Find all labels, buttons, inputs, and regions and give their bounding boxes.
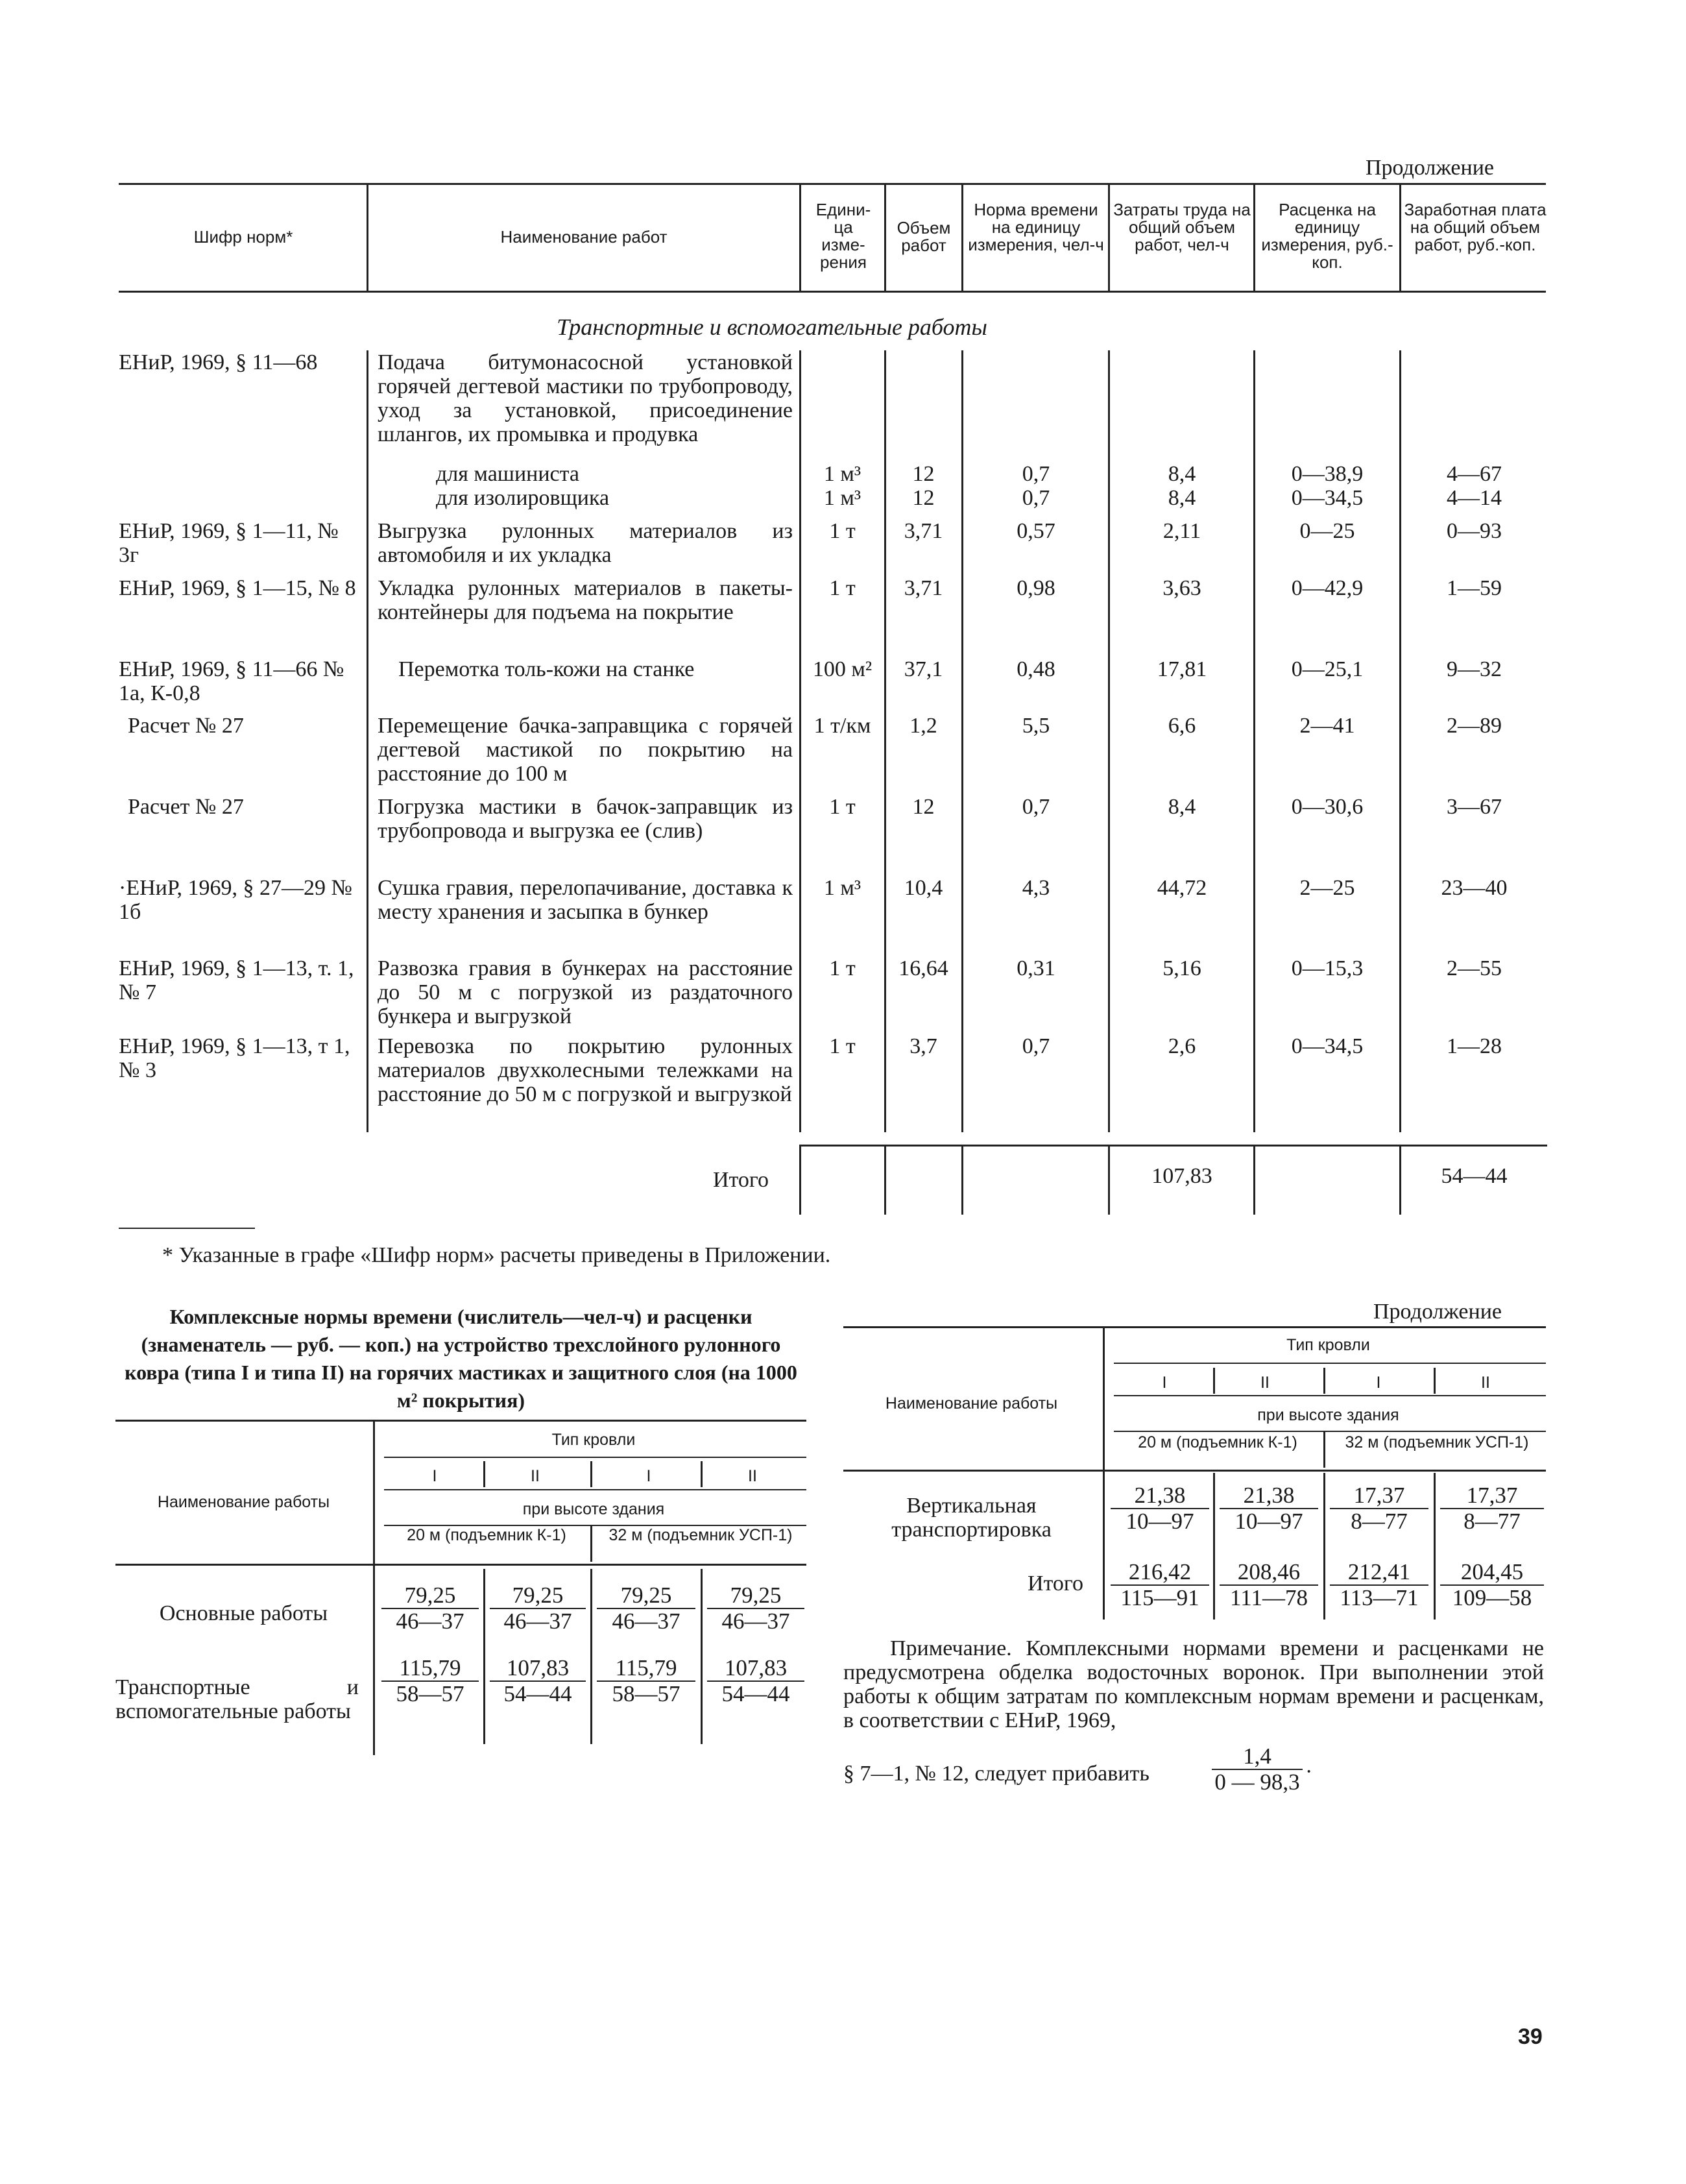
row-norm: 4,3 (1022, 876, 1050, 900)
row-norm: 0,98 (1017, 576, 1055, 600)
col-divider (1323, 1473, 1325, 1620)
denominator: 111—78 (1220, 1584, 1318, 1610)
left-cell (381, 1656, 479, 1706)
denominator: 58—57 (597, 1680, 695, 1706)
row-name: для машиниста (436, 462, 579, 486)
header-unit: Едини-ца изме-рения (815, 200, 871, 272)
left-head-roof: Тип кровли (551, 1431, 636, 1449)
right-head-height: при высоте здания (1257, 1406, 1399, 1424)
left-row-name: Основные работы (159, 1601, 328, 1625)
total-label: Итого (712, 1168, 769, 1192)
left-cell (490, 1583, 586, 1634)
col-divider (1103, 1328, 1105, 1620)
row-labor: 2,11 (1162, 519, 1201, 543)
row-norm: 0,7 (1022, 1034, 1050, 1058)
right-type: II (1260, 1374, 1270, 1392)
numerator: 79,25 (512, 1583, 564, 1608)
row-code: ЕНиР, 1969, § 1—13, т. 1, № 7 (119, 956, 354, 1004)
numerator: 107,83 (724, 1655, 788, 1680)
rule (384, 1457, 806, 1458)
right-cell (1440, 1560, 1544, 1610)
row-norm: 5,5 (1022, 714, 1050, 738)
rule (384, 1489, 806, 1490)
row-wage: 23—40 (1441, 876, 1508, 900)
right-cell (1440, 1483, 1544, 1534)
footnote: * Указанные в графе «Шифр норм» расчеты приведены в Приложении. (162, 1243, 831, 1267)
left-head-height: при высоте здания (522, 1500, 665, 1518)
left-height-1: 20 м (подъемник К-1) (407, 1526, 566, 1544)
col-divider (1399, 185, 1401, 291)
right-cell (1111, 1560, 1209, 1610)
row-unit: 1 т (829, 1034, 856, 1058)
page-number: 39 (1518, 2024, 1543, 2049)
total-wage: 54—44 (1441, 1164, 1508, 1188)
col-divider (590, 1461, 592, 1487)
right-type: I (1162, 1374, 1167, 1392)
row-volume: 10,4 (904, 876, 943, 900)
right-cell (1330, 1483, 1428, 1534)
row-rate: 0—34,5 (1291, 486, 1364, 510)
rule (1114, 1431, 1546, 1432)
denominator: 115—91 (1111, 1584, 1209, 1610)
right-height-2: 32 м (подъемник УСП-1) (1345, 1433, 1529, 1451)
row-wage: 0—93 (1447, 519, 1502, 543)
numerator: 208,46 (1237, 1559, 1301, 1584)
left-header-rule (115, 1564, 806, 1566)
total-labor: 107,83 (1151, 1164, 1212, 1188)
numerator: 212,41 (1347, 1559, 1411, 1584)
row-volume: 12 (912, 486, 935, 510)
row-labor: 44,72 (1157, 876, 1207, 900)
numerator: 17,37 (1466, 1483, 1518, 1508)
col-divider (1253, 185, 1255, 291)
col-divider (701, 1461, 703, 1487)
row-volume: 12 (912, 462, 935, 486)
col-divider (590, 1526, 592, 1562)
row-volume: 3,71 (904, 576, 943, 600)
col-divider (884, 1145, 886, 1215)
numerator: 216,42 (1128, 1559, 1192, 1584)
col-divider (590, 1569, 592, 1744)
left-type: I (432, 1467, 437, 1485)
row-norm: 0,7 (1022, 795, 1050, 819)
row-wage: 1—28 (1447, 1034, 1502, 1058)
row-labor: 2,6 (1168, 1034, 1196, 1058)
right-cell (1220, 1483, 1318, 1534)
denominator: 58—57 (381, 1680, 479, 1706)
left-type: II (748, 1467, 757, 1485)
row-name: Перемотка толь-кожи на станке (398, 657, 695, 681)
note-end: § 7—1, № 12, следует прибавить (843, 1762, 1150, 1786)
denominator: 10—97 (1111, 1508, 1209, 1534)
denominator: 10—97 (1220, 1508, 1318, 1534)
denominator: 8—77 (1330, 1508, 1428, 1534)
row-wage: 2—55 (1447, 956, 1502, 980)
row-rate: 0—25,1 (1291, 657, 1364, 681)
left-head-name: Наименование работы (157, 1493, 330, 1511)
right-head-name: Наименование работы (885, 1394, 1058, 1413)
col-divider (961, 1145, 963, 1215)
col-divider (1253, 350, 1255, 1132)
header-name: Наименование работ (500, 227, 668, 247)
row-rate: 0—34,5 (1291, 1034, 1364, 1058)
row-norm: 0,7 (1022, 486, 1050, 510)
col-divider (961, 185, 963, 291)
row-unit: 100 м² (812, 657, 873, 681)
numerator: 79,25 (404, 1583, 456, 1608)
row-wage: 4—67 (1447, 462, 1502, 486)
right-header-rule (843, 1470, 1546, 1472)
row-labor: 8,4 (1168, 462, 1196, 486)
left-cell (490, 1656, 586, 1706)
numerator: 79,25 (730, 1583, 782, 1608)
col-divider (1108, 350, 1110, 1132)
col-divider (799, 1145, 801, 1215)
row-wage: 1—59 (1447, 576, 1502, 600)
row-code: ЕНиР, 1969, § 11—68 (119, 350, 318, 374)
denominator: 46—37 (597, 1608, 695, 1634)
col-divider (483, 1461, 485, 1487)
row-volume: 37,1 (904, 657, 943, 681)
footnote-rule (119, 1228, 255, 1229)
row-code: Расчет № 27 (128, 795, 244, 819)
right-row-name: Итого (1027, 1571, 1083, 1596)
col-divider (799, 350, 801, 1132)
row-labor: 3,63 (1162, 576, 1201, 600)
row-code: Расчет № 27 (128, 714, 244, 738)
total-rule (799, 1145, 1547, 1147)
col-divider (1213, 1473, 1215, 1620)
row-name: Погрузка мастики в бачок-заправщик из трубопровода и выгрузка ее (слив) (378, 795, 793, 843)
note: Примечание. Комплексными нормами времени и расценками не предусмотрена обделка водосточных воронок. При выполнении этой работы к общим затратам по комплексным нормам времени и расценкам, в соответствии с ЕНиР, 1969, (843, 1636, 1544, 1732)
row-volume: 3,71 (904, 519, 943, 543)
col-divider (701, 1569, 703, 1744)
numerator: 21,38 (1243, 1483, 1295, 1508)
left-type: I (646, 1467, 651, 1485)
col-divider (1434, 1368, 1436, 1394)
row-labor: 6,6 (1168, 714, 1196, 738)
col-divider (1434, 1473, 1436, 1620)
continuation-label: Продолжение (1366, 156, 1495, 180)
row-volume: 12 (912, 795, 935, 819)
header-volume: Объем работ (897, 218, 951, 255)
row-unit: 1 т (829, 519, 856, 543)
numerator: 107,83 (506, 1655, 570, 1680)
row-name: Перевозка по покрытию рулонных материалов двухколесными тележками на расстояние до 50 м с погрузкой и выгрузкой (378, 1034, 793, 1106)
row-name: Перемещение бачка-заправщика с горячей дегтевой мастикой по покрытию на расстояние до 100 м (378, 714, 793, 786)
row-code: ·ЕНиР, 1969, § 27—29 № 1б (119, 876, 352, 924)
denominator: 54—44 (707, 1680, 804, 1706)
denominator: 46—37 (381, 1608, 479, 1634)
row-volume: 1,2 (909, 714, 937, 738)
row-code: ЕНиР, 1969, § 1—13, т 1, № 3 (119, 1034, 350, 1082)
row-rate: 0—25 (1299, 519, 1355, 543)
row-wage: 2—89 (1447, 714, 1502, 738)
row-name: Выгрузка рулонных материалов из автомобиля и их укладка (378, 519, 793, 567)
col-divider (367, 185, 368, 291)
left-height-2: 32 м (подъемник УСП-1) (608, 1526, 793, 1544)
left-row-name: Транспортные и вспомогательные работы (115, 1675, 359, 1723)
continuation-label-right: Продолжение (1373, 1300, 1502, 1324)
denominator: 0 — 98,3 (1212, 1769, 1303, 1795)
right-height-1: 20 м (подъемник К-1) (1138, 1433, 1297, 1451)
row-code: ЕНиР, 1969, § 11—66 № 1а, К-0,8 (119, 657, 344, 705)
note-fraction (1212, 1744, 1303, 1795)
right-cell (1330, 1560, 1428, 1610)
left-cell (597, 1583, 695, 1634)
row-unit: 1 т/км (813, 714, 871, 738)
right-type: I (1376, 1374, 1381, 1392)
row-rate: 0—38,9 (1291, 462, 1364, 486)
col-divider (367, 350, 368, 1132)
header-norm: Норма времени на единицу измерения, чел-ч (968, 200, 1104, 254)
right-table-top-rule (843, 1326, 1546, 1328)
row-code: ЕНиР, 1969, § 1—15, № 8 (119, 576, 356, 600)
col-divider (884, 185, 886, 291)
header-labor: Затраты труда на общий объем работ, чел-ч (1113, 200, 1251, 254)
table-header-rule (119, 291, 1546, 293)
left-cell (597, 1656, 695, 1706)
right-cell (1220, 1560, 1318, 1610)
numerator: 204,45 (1460, 1559, 1524, 1584)
section-title: Транспортные и вспомогательные работы (557, 314, 987, 340)
row-norm: 0,57 (1017, 519, 1055, 543)
col-divider (1108, 185, 1110, 291)
row-labor: 8,4 (1168, 486, 1196, 510)
row-name: для изолировщика (436, 486, 610, 510)
row-name: Подача битумонасосной установкой горячей дегтевой мастики по трубопроводу, уход за установкой, присоединение шлангов, их промывка и продувка (378, 350, 793, 446)
right-head-roof: Тип кровли (1286, 1336, 1370, 1354)
denominator: 54—44 (490, 1680, 586, 1706)
col-divider (373, 1421, 375, 1755)
col-divider (1253, 1145, 1255, 1215)
row-rate: 0—15,3 (1291, 956, 1364, 980)
rule (1114, 1395, 1546, 1396)
row-volume: 3,7 (909, 1034, 937, 1058)
col-divider (1213, 1368, 1215, 1394)
note-period: · (1305, 1760, 1313, 1784)
denominator: 109—58 (1440, 1584, 1544, 1610)
row-norm: 0,48 (1017, 657, 1055, 681)
table-top-rule (119, 183, 1546, 185)
row-labor: 17,81 (1157, 657, 1207, 681)
left-cell (707, 1583, 804, 1634)
denominator: 8—77 (1440, 1508, 1544, 1534)
denominator: 46—37 (490, 1608, 586, 1634)
row-wage: 4—14 (1447, 486, 1502, 510)
numerator: 79,25 (620, 1583, 672, 1608)
denominator: 113—71 (1330, 1584, 1428, 1610)
right-cell (1111, 1483, 1209, 1534)
row-norm: 0,7 (1022, 462, 1050, 486)
row-labor: 5,16 (1162, 956, 1201, 980)
row-name: Укладка рулонных материалов в пакеты-контейнеры для подъема на покрытие (378, 576, 793, 624)
right-row-name: Вертикальная транспортировка (891, 1494, 1052, 1542)
numerator: 1,4 (1243, 1743, 1271, 1769)
left-type: II (531, 1467, 540, 1485)
row-rate: 0—30,6 (1291, 795, 1364, 819)
row-wage: 3—67 (1447, 795, 1502, 819)
row-unit: 1 т (829, 956, 856, 980)
header-wage: Заработная плата на общий объем работ, руб.-коп. (1404, 200, 1547, 254)
col-divider (799, 185, 801, 291)
numerator: 21,38 (1134, 1483, 1186, 1508)
col-divider (1323, 1368, 1325, 1394)
row-code: ЕНиР, 1969, § 1—11, № 3г (119, 519, 339, 567)
complex-norms-title: Комплексные нормы времени (числитель—чел-ч) и расценки (знаменатель — руб. — коп.) на устройство трехслойного рулонного ковра (типа I и типа II) на горячих мастиках и защитного слоя (на 1000 м² покрытия) (125, 1305, 797, 1412)
row-unit: 1 т (829, 795, 856, 819)
left-cell (707, 1656, 804, 1706)
col-divider (483, 1569, 485, 1744)
left-table-top-rule (115, 1420, 806, 1422)
numerator: 17,37 (1353, 1483, 1405, 1508)
row-unit: 1 м³ (823, 876, 861, 900)
row-name: Развозка гравия в бункерах на расстояние до 50 м с погрузкой из раздаточного бункера и выгрузкой (378, 956, 793, 1028)
header-rate: Расценка на единицу измерения, руб.-коп. (1261, 200, 1393, 272)
right-type: II (1481, 1374, 1490, 1392)
numerator: 115,79 (615, 1655, 677, 1680)
col-divider (1108, 1145, 1110, 1215)
row-rate: 0—42,9 (1291, 576, 1364, 600)
row-wage: 9—32 (1447, 657, 1502, 681)
row-unit: 1 м³ (823, 486, 861, 510)
numerator: 115,79 (399, 1655, 461, 1680)
col-divider (1323, 1432, 1325, 1468)
header-code: Шифр норм* (193, 227, 293, 247)
row-name: Сушка гравия, перелопачивание, доставка к месту хранения и засыпка в бункер (378, 876, 793, 924)
row-rate: 2—25 (1299, 876, 1355, 900)
row-norm: 0,31 (1017, 956, 1055, 980)
left-cell (381, 1583, 479, 1634)
row-unit: 1 т (829, 576, 856, 600)
rule (1114, 1363, 1546, 1364)
row-unit: 1 м³ (823, 462, 861, 486)
row-labor: 8,4 (1168, 795, 1196, 819)
denominator: 46—37 (707, 1608, 804, 1634)
row-volume: 16,64 (898, 956, 948, 980)
row-rate: 2—41 (1299, 714, 1355, 738)
col-divider (961, 350, 963, 1132)
